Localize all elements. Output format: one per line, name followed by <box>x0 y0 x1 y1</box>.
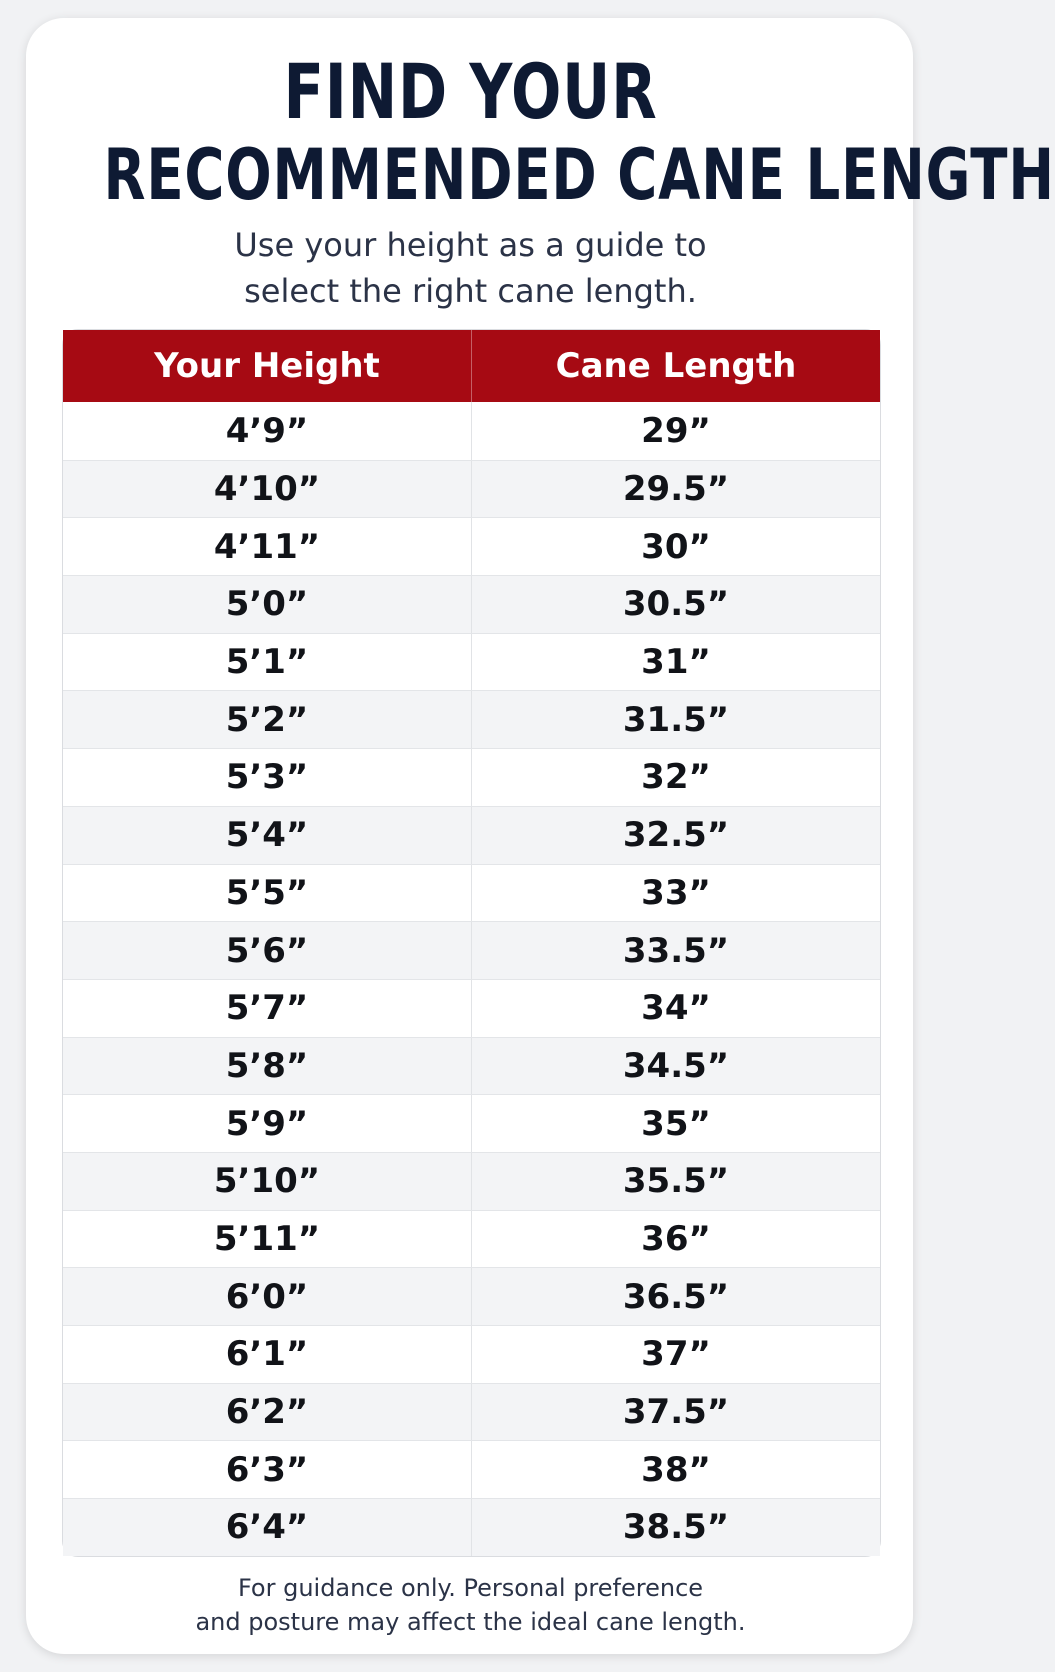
table-row <box>63 979 880 1037</box>
cane-length-cell: 29.5” <box>622 469 730 510</box>
cane-length-cell: 34.5” <box>622 1045 730 1086</box>
page-title-line-1: FIND YOUR <box>283 47 658 136</box>
table-row <box>63 402 880 460</box>
table-row <box>63 1383 880 1441</box>
footnote-line-1: For guidance only. Personal preference <box>237 1574 704 1602</box>
height-cell: 4’9” <box>63 402 472 460</box>
subtitle-line-1: Use your height as a guide to <box>234 226 707 264</box>
height-cell: 6’4” <box>63 1499 472 1556</box>
cane-length-cell: 30” <box>641 526 711 567</box>
table-row <box>63 1440 880 1498</box>
cane-length-cell: 35.5” <box>622 1161 730 1202</box>
height-cell: 5’9” <box>63 1095 472 1152</box>
cane-length-cell: 38.5” <box>622 1507 730 1548</box>
table-row <box>63 575 880 633</box>
cane-length-cell: 29” <box>641 410 711 451</box>
table-row <box>63 748 880 806</box>
height-cell: 6’2” <box>63 1384 472 1441</box>
height-cell: 4’10” <box>63 461 472 518</box>
table-row <box>63 633 880 691</box>
cane-length-cell: 37.5” <box>622 1392 730 1433</box>
table-row <box>63 864 880 922</box>
table-row <box>63 1325 880 1383</box>
footnote-line-2: and posture may affect the ideal cane length. <box>195 1608 746 1636</box>
cane-length-cell: 30.5” <box>622 584 730 625</box>
table-row <box>63 517 880 575</box>
height-cell: 5’2” <box>63 691 472 748</box>
table-row <box>63 921 880 979</box>
table-row <box>63 1498 880 1556</box>
subtitle-line-2: select the right cane length. <box>244 272 697 310</box>
table-body <box>63 402 880 1556</box>
cane-length-cell: 31” <box>641 642 711 683</box>
height-cell: 6’3” <box>63 1441 472 1498</box>
table-header <box>63 330 880 402</box>
header-your-height: Your Height <box>63 330 472 402</box>
height-cell: 4’11” <box>63 518 472 575</box>
height-cell: 6’0” <box>63 1268 472 1325</box>
cane-length-cell: 36.5” <box>622 1276 730 1317</box>
cane-length-cell: 37” <box>641 1334 711 1375</box>
table-row <box>63 1037 880 1095</box>
cane-length-cell: 32” <box>641 757 711 798</box>
table-row <box>63 1094 880 1152</box>
table-row <box>63 1267 880 1325</box>
height-cell: 5’7” <box>63 980 472 1037</box>
height-cell: 5’1” <box>63 634 472 691</box>
cane-length-cell: 35” <box>641 1103 711 1144</box>
height-cell: 5’5” <box>63 865 472 922</box>
cane-length-cell: 38” <box>641 1449 711 1490</box>
table-row <box>63 460 880 518</box>
height-cell: 5’11” <box>63 1211 472 1268</box>
page-title-line-2: RECOMMENDED CANE LENGTH <box>103 134 1055 216</box>
height-cell: 6’1” <box>63 1326 472 1383</box>
cane-length-cell: 36” <box>641 1218 711 1259</box>
cane-length-cell: 32.5” <box>622 815 730 856</box>
height-cell: 5’10” <box>63 1153 472 1210</box>
height-cell: 5’3” <box>63 749 472 806</box>
cane-length-cell: 33” <box>641 872 711 913</box>
height-cell: 5’0” <box>63 576 472 633</box>
height-cell: 5’8” <box>63 1038 472 1095</box>
cane-length-table <box>62 329 881 1557</box>
height-cell: 5’6” <box>63 922 472 979</box>
table-row <box>63 806 880 864</box>
header-cane-length: Cane Length <box>555 346 797 386</box>
table-row <box>63 1210 880 1268</box>
cane-length-cell: 31.5” <box>622 699 730 740</box>
height-cell: 5’4” <box>63 807 472 864</box>
table-row <box>63 1152 880 1210</box>
table-row <box>63 690 880 748</box>
cane-length-cell: 34” <box>641 988 711 1029</box>
cane-length-cell: 33.5” <box>622 930 730 971</box>
